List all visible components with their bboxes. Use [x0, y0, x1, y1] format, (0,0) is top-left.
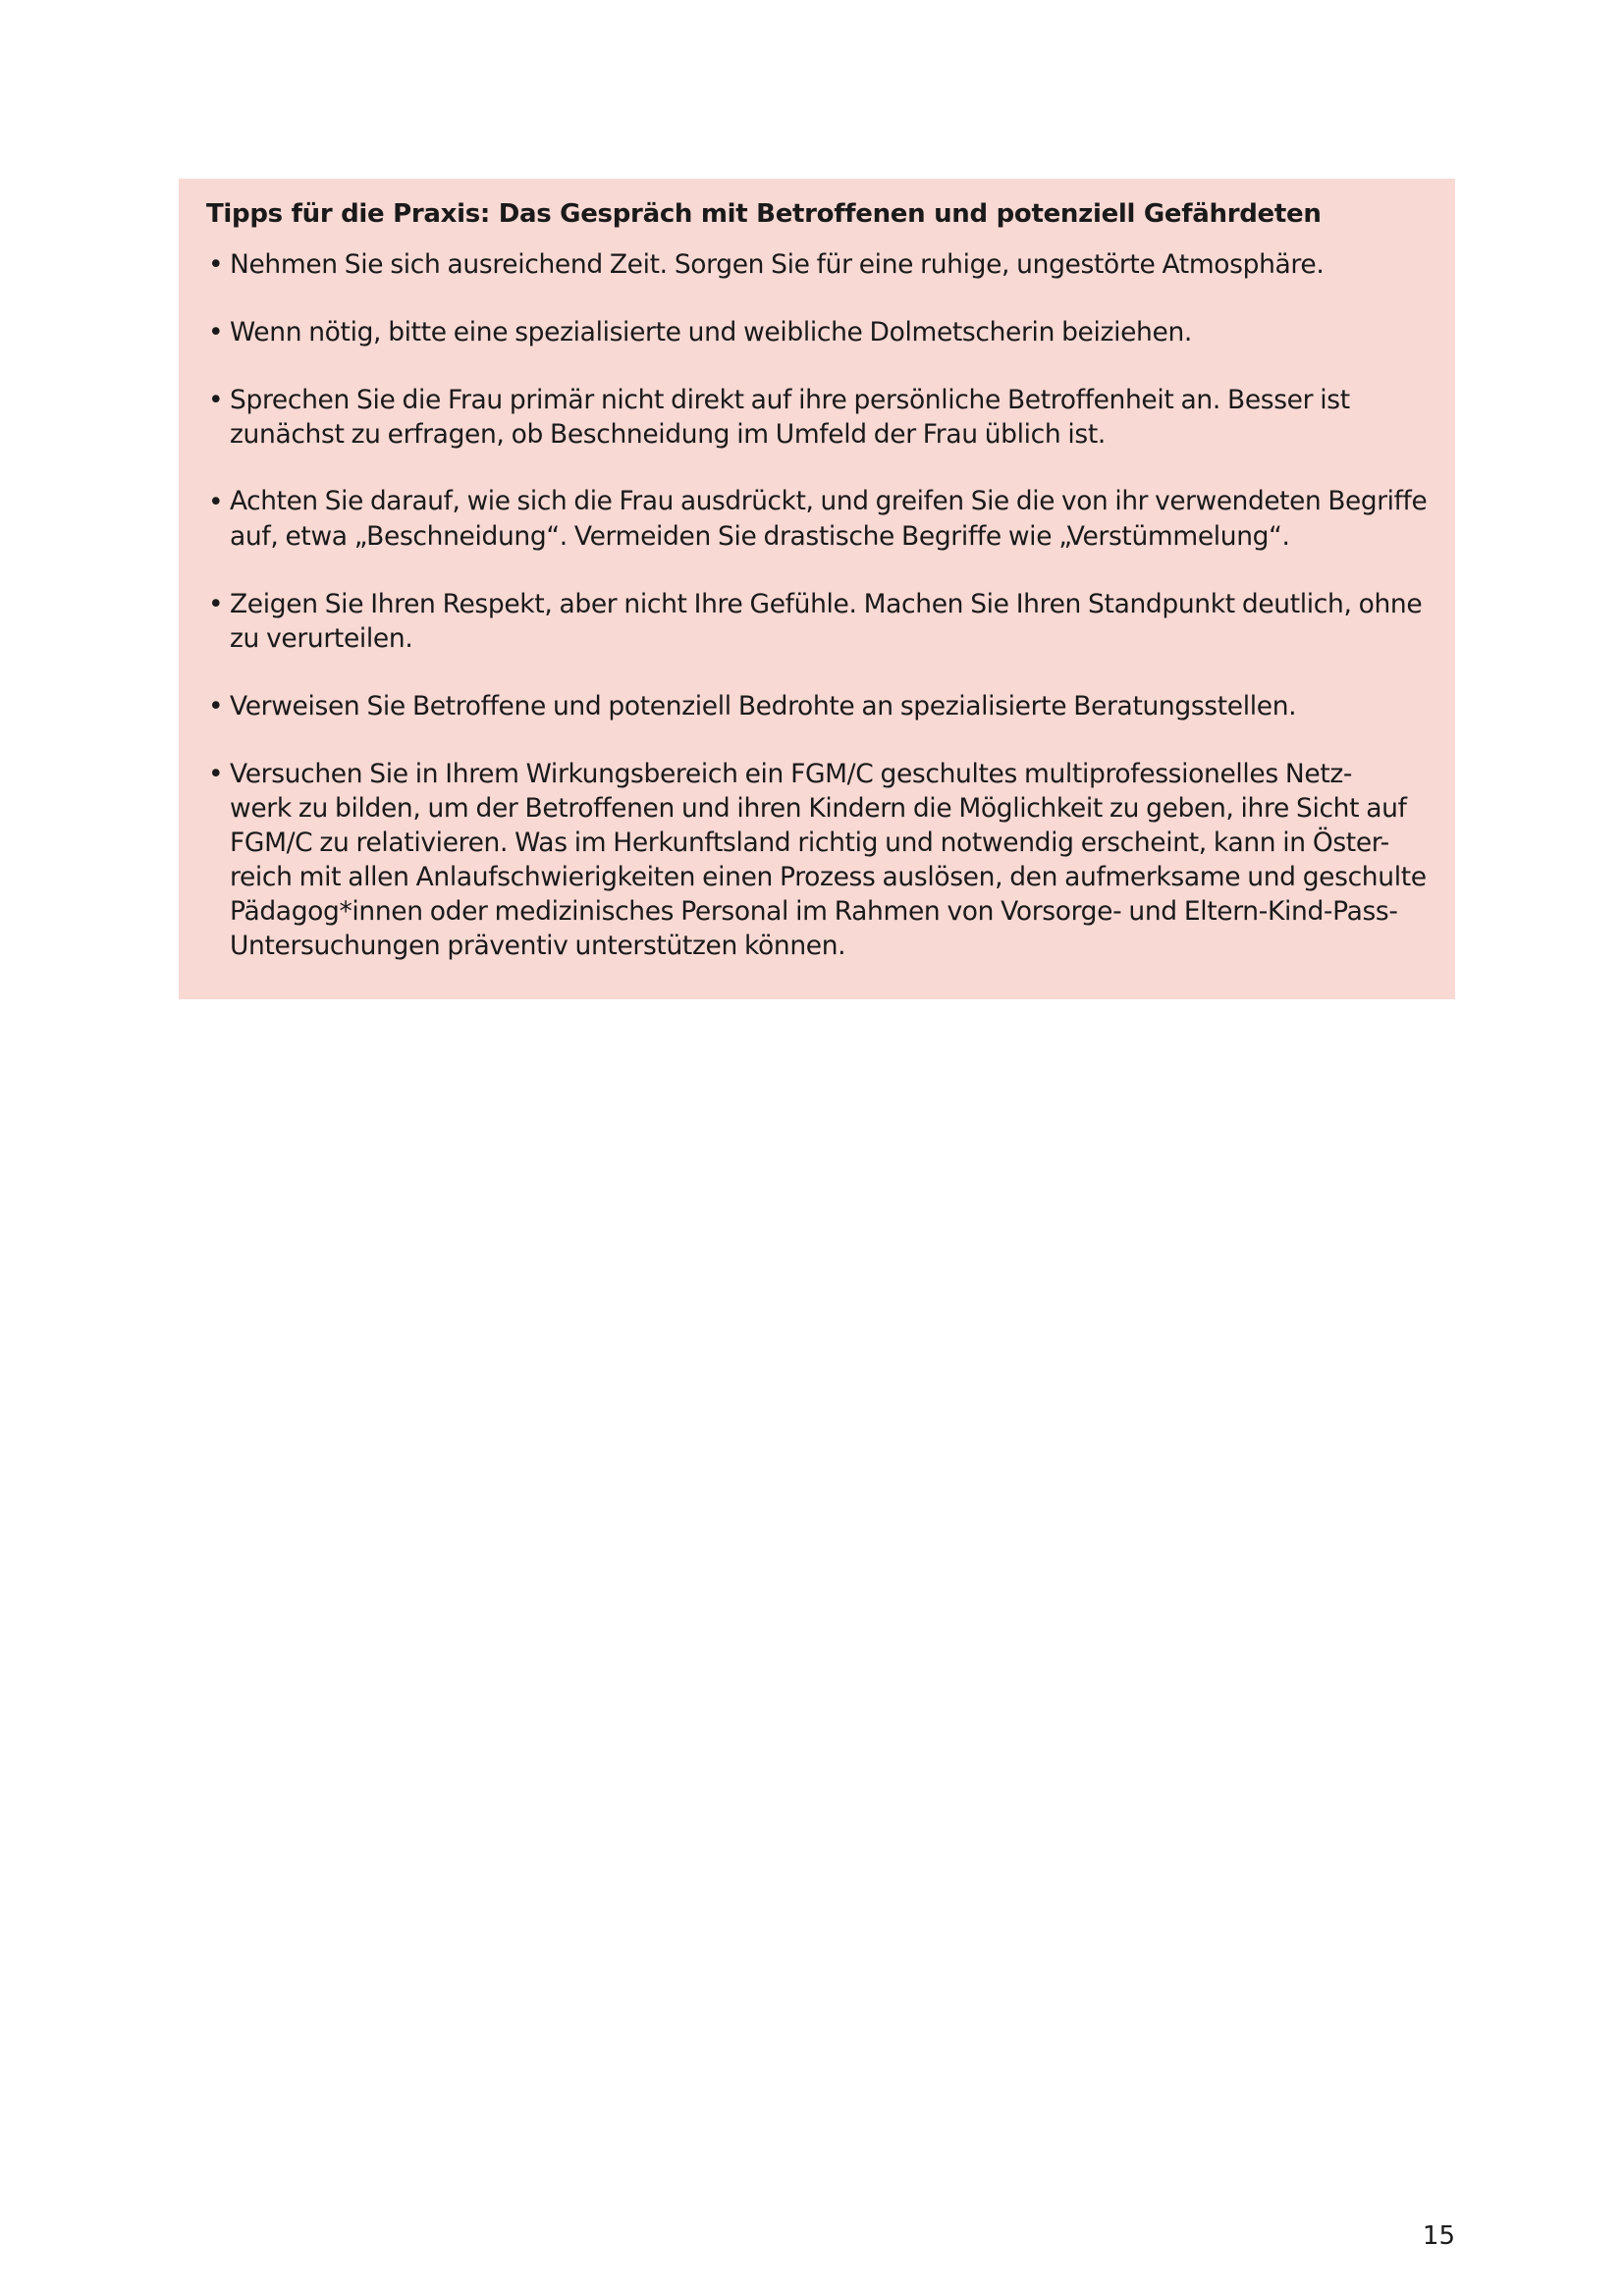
- list-item-text: Zeigen Sie Ihren Respekt, aber nicht Ihre Gefühle. Machen Sie Ihren Standpunkt deutlich, ohne: [230, 589, 1423, 619]
- bullet-icon: •: [208, 487, 224, 517]
- list-item: [206, 247, 1428, 282]
- list-item-text: Wenn nötig, bitte eine spezialisierte und weibliche Dolmetscherin beiziehen.: [230, 317, 1192, 347]
- list-item-text: auf, etwa „Beschneidung“. Vermeiden Sie drastische Begriffe wie „Verstümmelung“.: [230, 521, 1290, 552]
- list-item-text: reich mit allen Anlaufschwierigkeiten einen Prozess auslösen, den aufmerksame und geschulte: [230, 862, 1427, 892]
- list-item: [206, 587, 1428, 656]
- tips-box: [179, 179, 1455, 999]
- list-item-text: Achten Sie darauf, wie sich die Frau ausdrückt, und greifen Sie die von ihr verwendeten Begriffe: [230, 487, 1428, 516]
- list-item-text: Untersuchungen präventiv unterstützen können.: [230, 931, 846, 961]
- list-item: [206, 383, 1428, 452]
- bullet-icon: •: [208, 759, 224, 789]
- tips-title: Tipps für die Praxis: Das Gespräch mit Betroffenen und potenziell Gefährdeten: [206, 199, 1322, 229]
- list-item: [206, 315, 1428, 349]
- list-item-text: zu verurteilen.: [230, 623, 413, 654]
- page-number: 15: [1422, 2221, 1455, 2251]
- list-item-text: werk zu bilden, um der Betroffenen und ihren Kindern die Möglichkeit zu geben, ihre Sicht auf: [230, 793, 1407, 824]
- list-item-text: Nehmen Sie sich ausreichend Zeit. Sorgen Sie für eine ruhige, ungestörte Atmosphäre.: [230, 249, 1325, 280]
- list-item-text: Versuchen Sie in Ihrem Wirkungsbereich ein FGM/C geschultes multiprofessionelles Netz-: [230, 759, 1353, 789]
- list-item-text: Verweisen Sie Betroffene und potenziell Bedrohte an spezialisierte Beratungsstellen.: [230, 691, 1297, 721]
- bullet-icon: •: [208, 385, 224, 415]
- list-item: [206, 757, 1428, 963]
- bullet-icon: •: [208, 691, 224, 721]
- tips-list: [206, 247, 1428, 963]
- bullet-icon: •: [208, 589, 224, 619]
- list-item: [206, 485, 1428, 554]
- list-item-text: Sprechen Sie die Frau primär nicht direkt auf ihre persönliche Betroffenheit an. Besser ist: [230, 385, 1350, 415]
- list-item-text: FGM/C zu relativieren. Was im Herkunftsland richtig und notwendig erscheint, kann in Öster-: [230, 828, 1389, 858]
- bullet-icon: •: [208, 249, 224, 280]
- list-item: [206, 689, 1428, 723]
- list-item-text: Pädagog*innen oder medizinisches Personal im Rahmen von Vorsorge- und Eltern-Kind-Pass-: [230, 896, 1398, 927]
- bullet-icon: •: [208, 317, 224, 347]
- list-item-text: zunächst zu erfragen, ob Beschneidung im Umfeld der Frau üblich ist.: [230, 419, 1106, 450]
